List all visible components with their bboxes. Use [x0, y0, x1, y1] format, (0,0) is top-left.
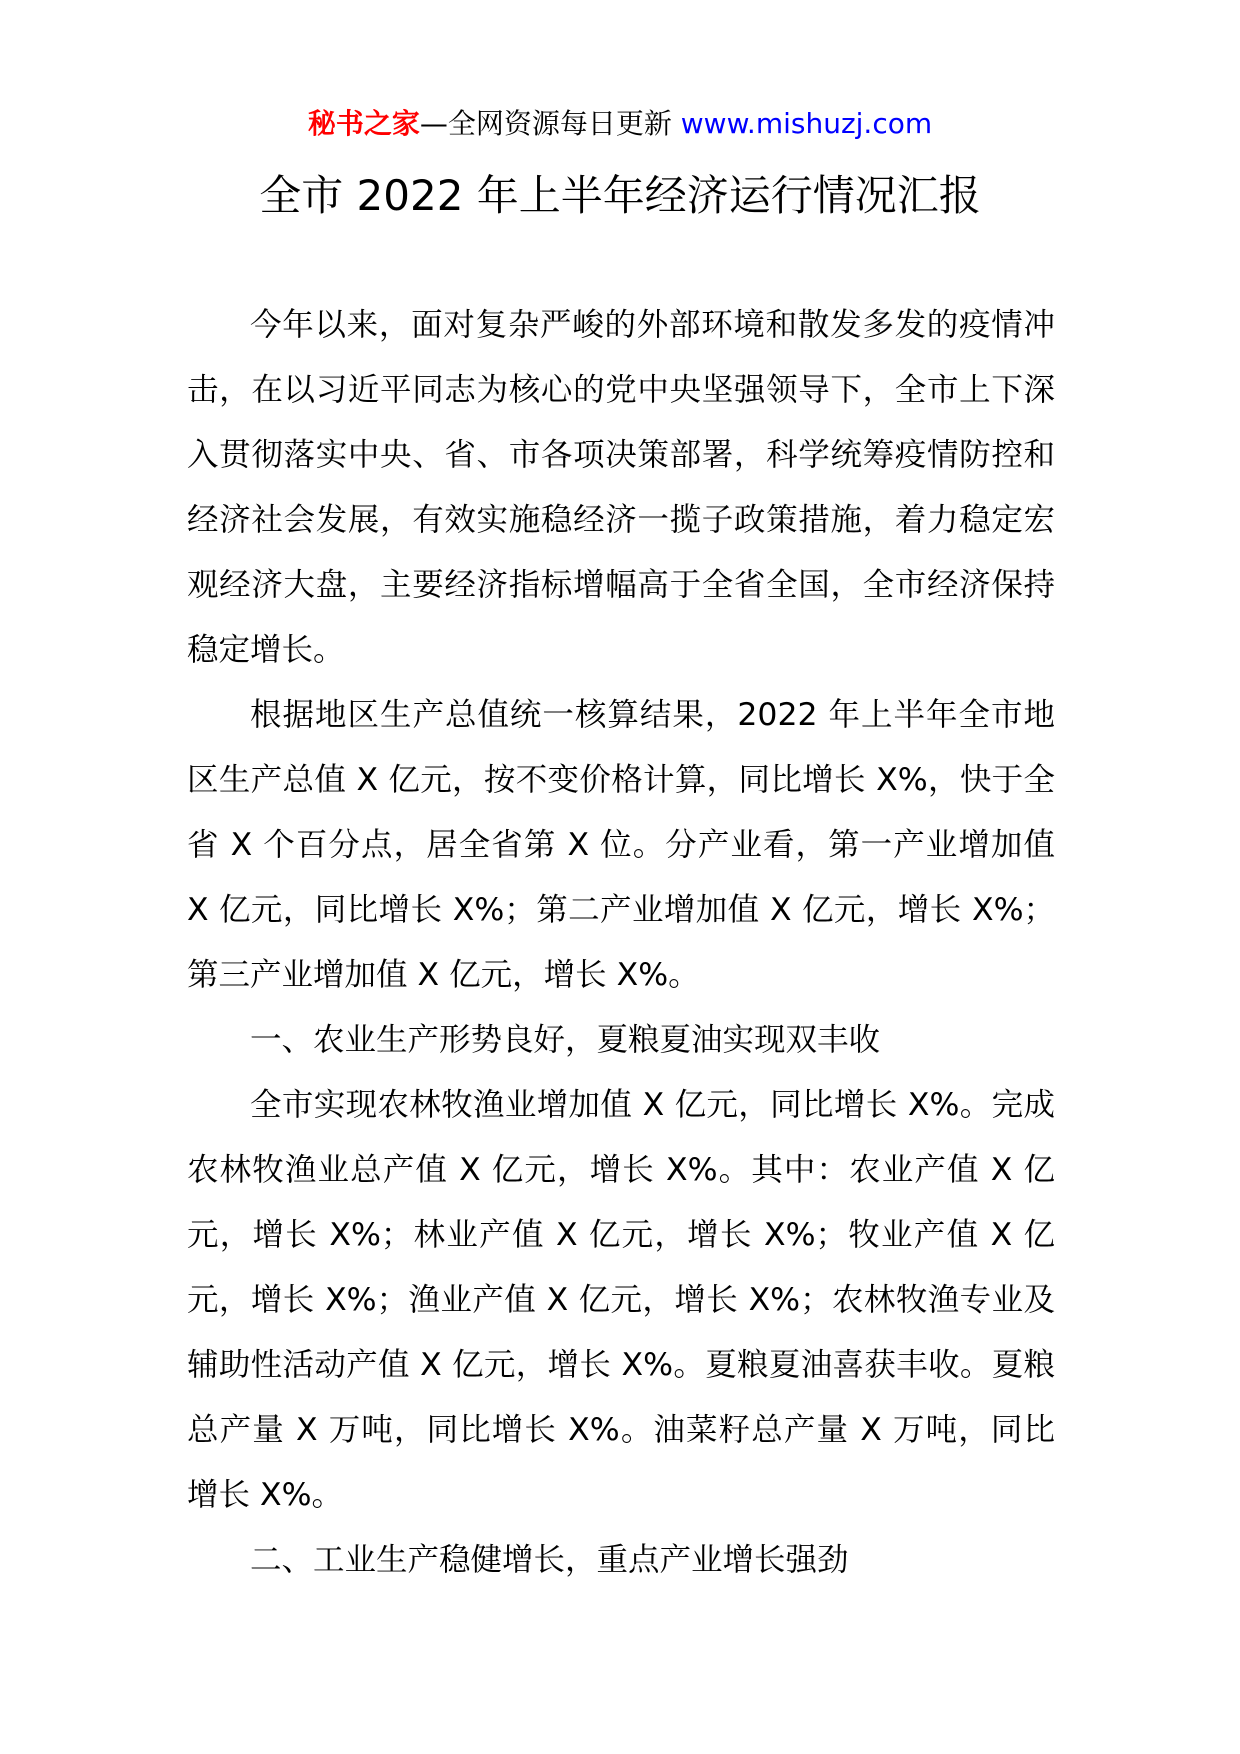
intro-paragraph: 今年以来，面对复杂严峻的外部环境和散发多发的疫情冲击，在以习近平同志为核心的党中央坚强领导下，全市上下深入贯彻落实中央、省、市各项决策部署，科学统筹疫情防控和经济社会发展，有效实施稳经济一揽子政策措施，着力稳定宏观经济大盘，主要经济指标增幅高于全省全国，全市经济保持稳定增长。	[187, 307, 1055, 668]
site-header	[0, 104, 1240, 144]
section-heading-industry: 二、工业生产稳健增长，重点产业增长强劲	[250, 1542, 849, 1578]
site-url-link[interactable]: www.mishuzj.com	[680, 107, 933, 140]
brand-name: 秘书之家	[307, 107, 420, 140]
site-slogan: —全网资源每日更新	[419, 107, 681, 140]
document-body	[187, 293, 1055, 1593]
section-heading-agriculture: 一、农业生产形势良好，夏粮夏油实现双丰收	[250, 1022, 881, 1058]
agriculture-paragraph: 全市实现农林牧渔业增加值 X 亿元，同比增长 X%。完成农林牧渔业总产值 X 亿元，增长 X%。其中：农业产值 X 亿元，增长 X%；林业产值 X 亿元，增长 X%；牧业产值 X 亿元，增长 X%；渔业产值 X 亿元，增长 X%；农林牧渔专业及辅助性活动产值 X 亿元，增长 X%。夏粮夏油喜获丰收。夏粮总产量 X 万吨，同比增长 X%。油菜籽总产量 X 万吨，同比增长 X%。	[187, 1087, 1055, 1513]
gdp-paragraph: 根据地区生产总值统一核算结果，2022 年上半年全市地区生产总值 X 亿元，按不变价格计算，同比增长 X%，快于全省 X 个百分点，居全省第 X 位。分产业看，第一产业增加值 X 亿元，同比增长 X%；第二产业增加值 X 亿元，增长 X%；第三产业增加值 X 亿元，增长 X%。	[187, 697, 1055, 993]
document-title: 全市 2022 年上半年经济运行情况汇报	[259, 171, 981, 220]
